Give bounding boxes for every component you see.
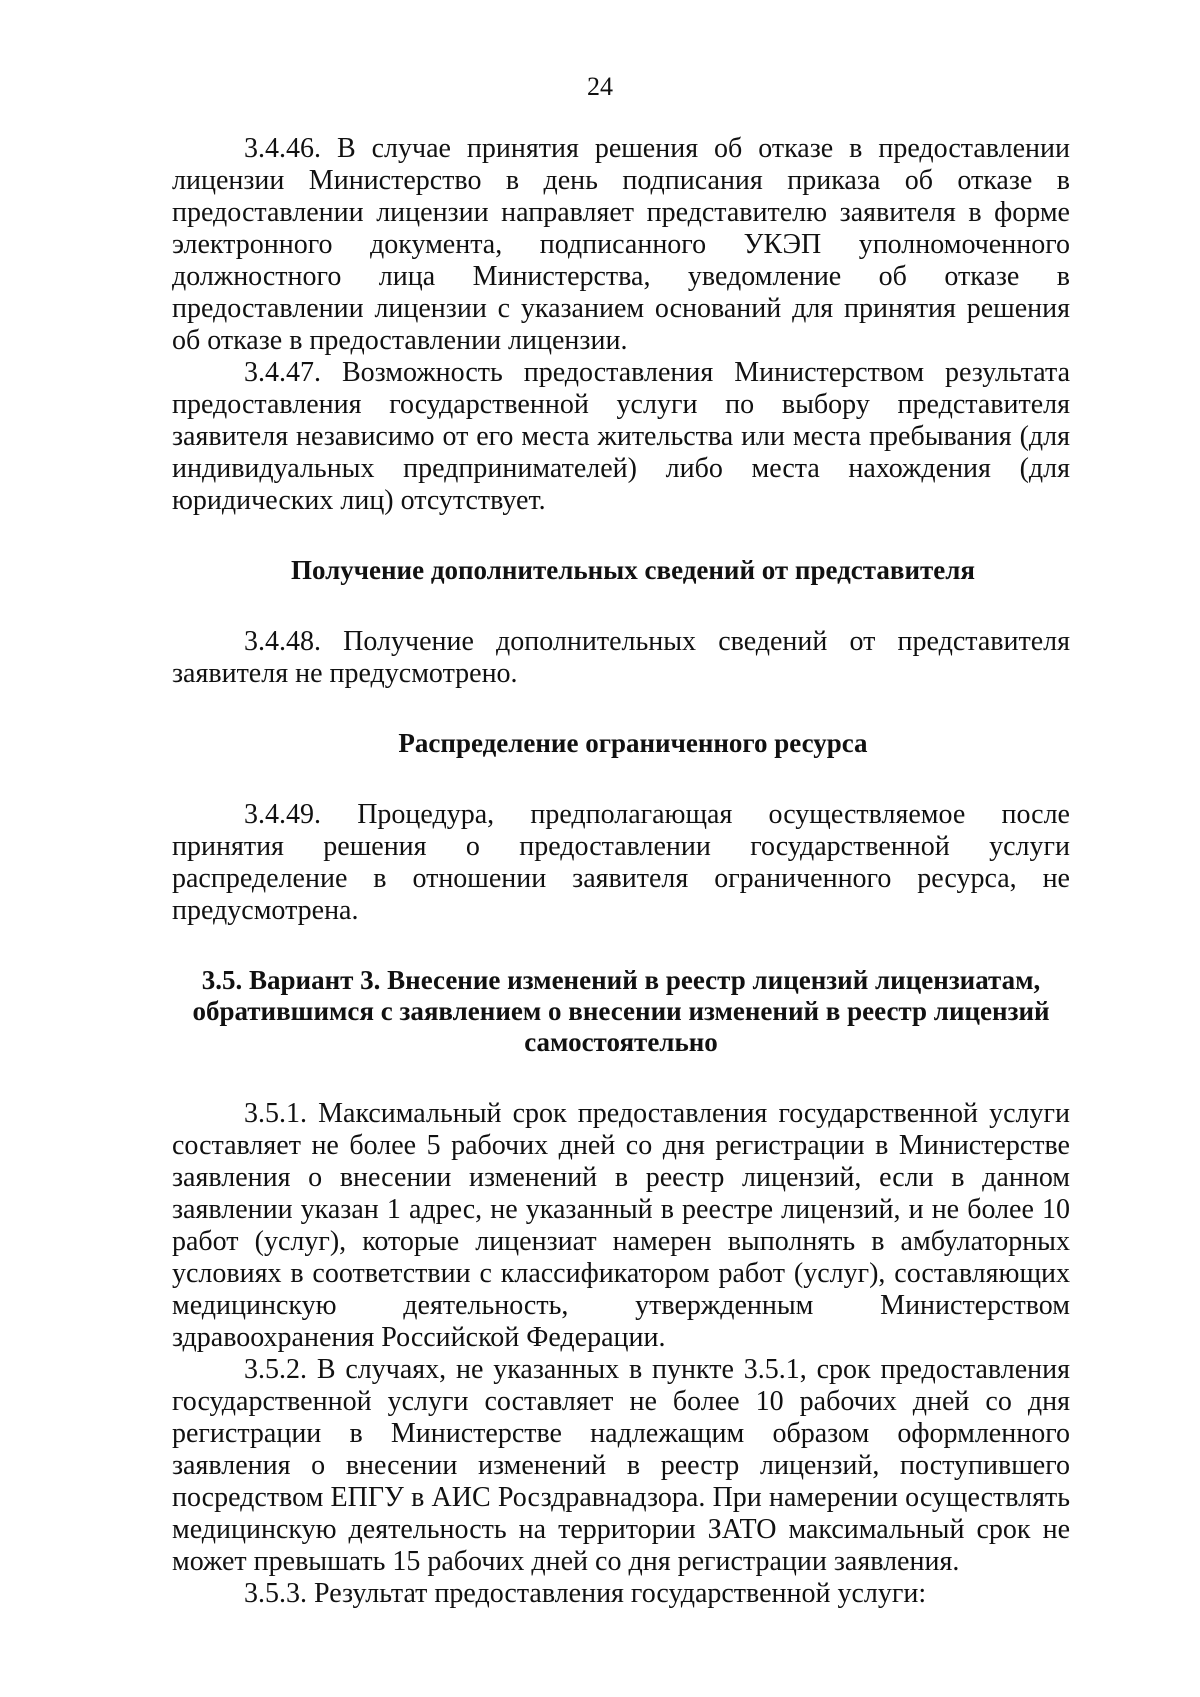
paragraph-3-4-48: 3.4.48. Получение дополнительных сведений от представителя заявителя не предусмотрено. (172, 626, 1070, 689)
paragraph-3-4-49: 3.4.49. Процедура, предполагающая осуществляемое после принятия решения о предоставлении государственной услуги распределение в отношении заявителя ограниченного ресурса, не предусмотрена. (172, 799, 1070, 926)
heading-limited-resource: Распределение ограниченного ресурса (398, 728, 868, 758)
paragraph-3-5-1: 3.5.1. Максимальный срок предоставления государственной услуги составляет не более 5 рабочих дней со дня регистрации в Министерстве заявления о внесении изменений в реестр лицензий, если в данном заявлении указан 1 адрес, не указанный в реестре лицензий, и не более 10 работ (услуг), которые лицензиат намерен выполнять в амбулаторных условиях в соответствии с классификатором работ (услуг), составляющих медицинскую деятельность, утвержденным Министерством здравоохранения Российской Федерации. (172, 1098, 1070, 1353)
paragraph-3-5-3: 3.5.3. Результат предоставления государственной услуги: (244, 1578, 927, 1609)
page-number: 24 (587, 72, 613, 101)
heading-additional-info: Получение дополнительных сведений от представителя (290, 555, 976, 585)
paragraph-3-4-46: 3.4.46. В случае принятия решения об отказе в предоставлении лицензии Министерство в день подписания приказа об отказе в предоставлении лицензии направляет представителю заявителя в форме электронного документа, подписанного УКЭП уполномоченного должностного лица Министерства, уведомление об отказе в предоставлении лицензии с указанием оснований для принятия решения об отказе в предоставлении лицензии. (172, 133, 1070, 356)
heading-variant-3: 3.5. Вариант 3. Внесение изменений в реестр лицензий лицензиатам, обратившимся с заявлением о внесении изменений в реестр лицензий самостоятельно (192, 965, 1050, 1057)
paragraph-3-5-2: 3.5.2. В случаях, не указанных в пункте 3.5.1, срок предоставления государственной услуги составляет не более 10 рабочих дней со дня регистрации в Министерстве надлежащим образом оформленного заявления о внесении изменений в реестр лицензий, поступившего посредством ЕПГУ в АИС Росздравнадзора. При намерении осуществлять медицинскую деятельность на территории ЗАТО максимальный срок не может превышать 15 рабочих дней со дня регистрации заявления. (172, 1354, 1070, 1577)
paragraph-3-4-47: 3.4.47. Возможность предоставления Министерством результата предоставления государственной услуги по выбору представителя заявителя независимо от его места жительства или места пребывания (для индивидуальных предпринимателей) либо места нахождения (для юридических лиц) отсутствует. (172, 357, 1070, 516)
